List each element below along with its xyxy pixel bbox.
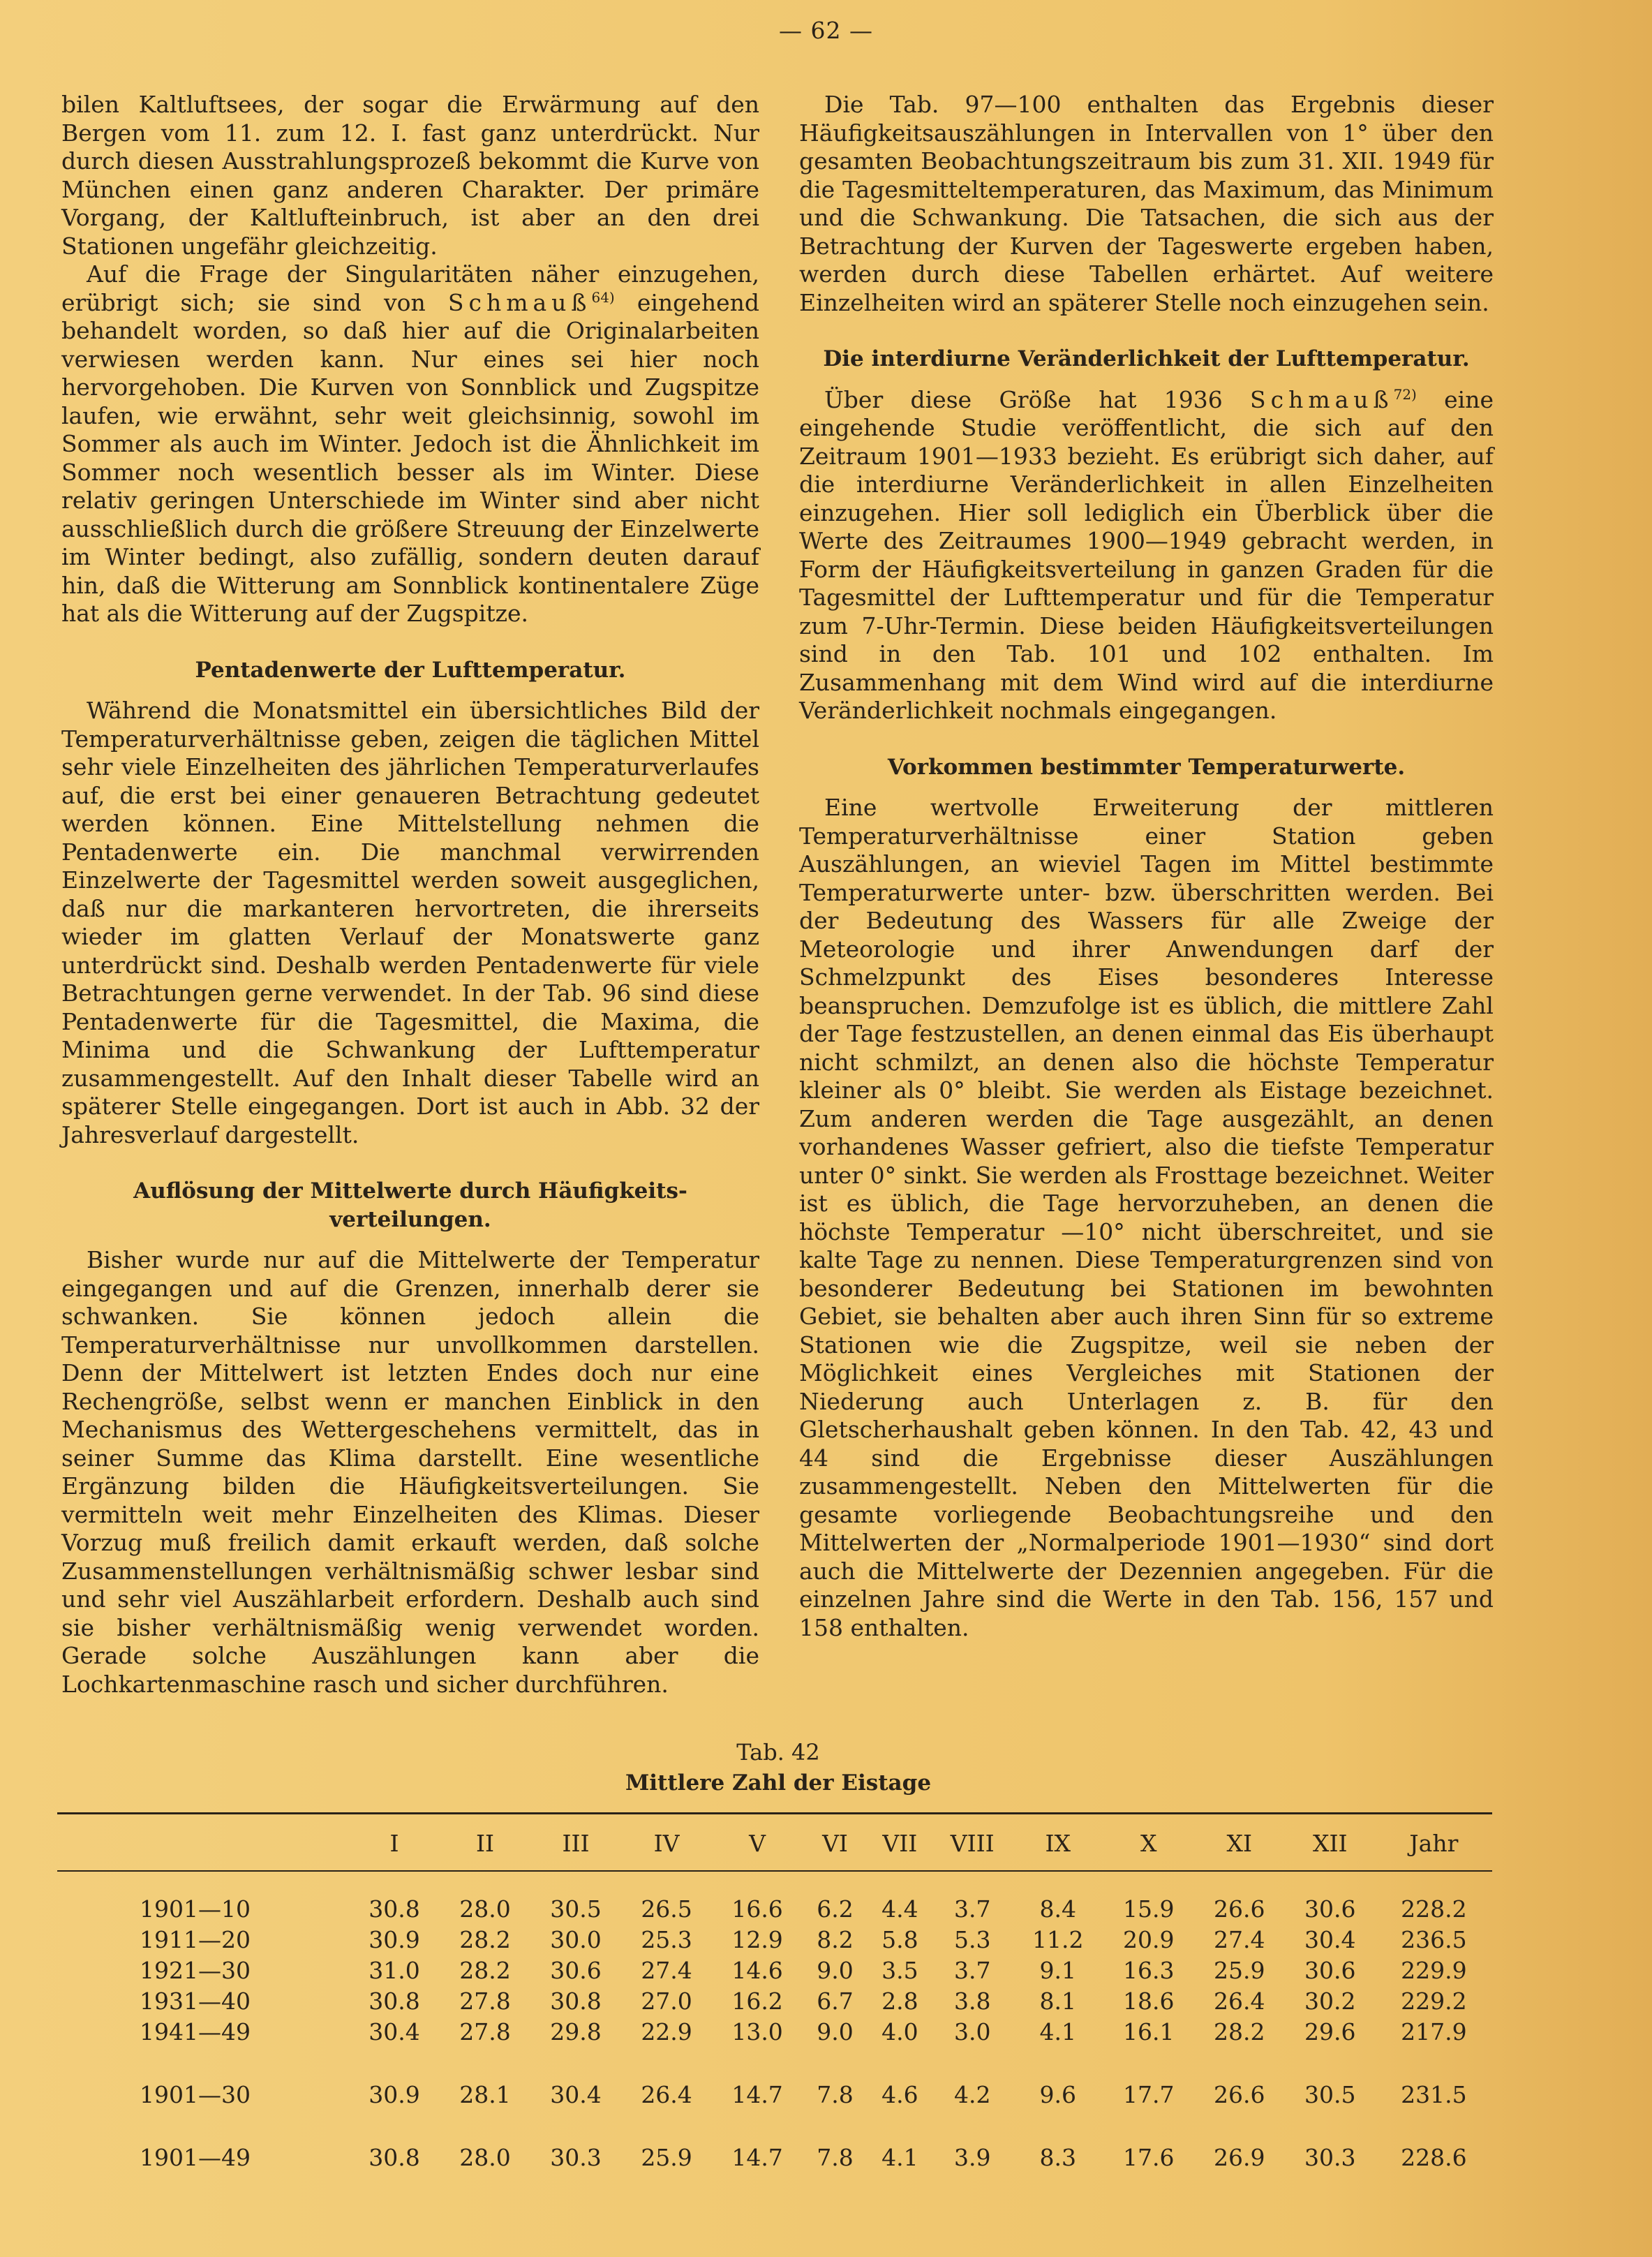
table-header-row [57, 1815, 1492, 1871]
value-cell: 30.8 [369, 1987, 420, 2015]
header-cell: II [475, 1829, 495, 1857]
author-name: Schmauß [447, 288, 592, 316]
value-cell: 14.6 [731, 1956, 783, 1984]
value-cell: 30.9 [369, 1925, 420, 1953]
section-heading-temperaturwerte: Vorkommen bestimmter Temperaturwerte. [887, 754, 1406, 780]
page-number: — 62 — [779, 17, 873, 44]
value-cell: 4.0 [881, 2018, 918, 2045]
value-cell: 4.6 [881, 2080, 918, 2108]
value-cell: 30.0 [550, 1925, 602, 1953]
text-run: eingehend behandelt worden, so daß hier auf die Originalarbeiten verwiesen werden kann. Nur eines sei hier noch hervorgehoben. Die Kurven von Sonnblick und Zugspitze laufen, wie erwähnt, sehr weit gleichsinnig, sowohl im Sommer als auch im Winter. Jedoch ist die Ähnlichkeit im Sommer noch wesentlich besser als im Winter. Diese relativ geringen Unterschiede im Winter sind aber nicht ausschließlich durch die größere Streuung der Einzelwerte im Winter bedingt, also zufällig, sondern deuten darauf hin, daß die Witterung am Sonnblick kontinentalere Züge hat als die Witterung auf der Zugspitze. [61, 288, 759, 627]
value-cell: 29.6 [1304, 2018, 1356, 2045]
text-run: eine eingehende Studie veröffentlicht, die sich auf den Zeitraum 1901—1933 bezieht. Es erübrigt sich daher, auf die interdiurne Veränderlichkeit in allen Einzelheiten einzugehen. Hier soll lediglich ein Überblick über die Werte des Zeitraumes 1900—1949 gebracht werden, in Form der Häufigkeitsverteilung in ganzen Graden für die Tagesmittel der Lufttemperatur und für die Temperatur zum 7-Uhr-Termin. Diese beiden Häufigkeitsverteilungen sind in den Tab. 101 und 102 enthalten. Im Zusammenhang mit dem Wind wird auf die interdiurne Veränderlichkeit nochmals eingegangen. [799, 385, 1494, 724]
value-cell: 5.8 [881, 1925, 918, 1953]
right-column [799, 91, 1494, 1642]
value-cell: 17.6 [1123, 2143, 1175, 2171]
footnote-ref: 64) [591, 288, 615, 306]
value-cell: 4.1 [881, 2143, 918, 2171]
value-cell: 30.8 [369, 2143, 420, 2171]
value-cell: 30.4 [1304, 1925, 1356, 1953]
table-row [57, 1924, 1492, 1955]
value-cell: 7.8 [817, 2080, 854, 2108]
value-cell: 16.6 [731, 1895, 783, 1923]
value-cell: 14.7 [731, 2143, 783, 2171]
table-top-rule [57, 1812, 1492, 1814]
value-cell: 28.0 [459, 2143, 511, 2171]
table-title: Mittlere Zahl der Eistage [625, 1770, 932, 1796]
value-cell: 26.6 [1214, 1895, 1265, 1923]
value-cell: 30.6 [550, 1956, 602, 1984]
header-cell: V [749, 1829, 766, 1857]
value-cell: 22.9 [641, 2018, 692, 2045]
table-spacer [57, 2110, 1492, 2142]
value-cell: 30.5 [550, 1895, 602, 1923]
value-cell: 6.2 [817, 1895, 854, 1923]
author-name: Schmauß [1250, 385, 1394, 413]
value-cell: 8.4 [1039, 1895, 1076, 1923]
value-cell: 27.4 [1214, 1925, 1265, 1953]
value-cell: 27.8 [459, 2018, 511, 2045]
value-cell: 29.8 [550, 2018, 602, 2045]
value-cell: 30.2 [1304, 1987, 1356, 2015]
table-spacer [57, 2047, 1492, 2079]
header-cell: VI [822, 1829, 848, 1857]
value-cell: 30.3 [550, 2143, 602, 2171]
value-cell: 7.8 [817, 2143, 854, 2171]
value-cell: 8.3 [1039, 2143, 1076, 2171]
header-cell: X [1140, 1829, 1157, 1857]
right-paragraph-2 [799, 386, 1494, 725]
header-cell: III [562, 1829, 590, 1857]
value-cell: 4.2 [954, 2080, 991, 2108]
value-cell: 30.5 [1304, 2080, 1356, 2108]
value-cell: 9.1 [1039, 1956, 1076, 1984]
value-cell: 3.5 [881, 1956, 918, 1984]
value-cell: 20.9 [1123, 1925, 1175, 1953]
value-cell: 9.0 [817, 2018, 854, 2045]
value-cell: 8.2 [817, 1925, 854, 1953]
header-cell: I [389, 1829, 399, 1857]
table-row [57, 1955, 1492, 1985]
left-paragraph-1: bilen Kaltluftsees, der sogar die Erwärmung auf den Bergen vom 11. zum 12. I. fast ganz unterdrückt. Nur durch diesen Ausstrahlungsprozeß bekommt die Kurve von München einen ganz anderen Charakter. Der primäre Vorgang, der Kaltlufteinbruch, ist aber an den drei Stationen ungefähr gleichzeitig. [61, 91, 759, 260]
right-paragraph-1: Die Tab. 97—100 enthalten das Ergebnis dieser Häufigkeitsauszählungen in Intervallen von 1° über den gesamten Beobachtungszeitraum bis zum 31. XII. 1949 für die Tagesmitteltemperaturen, das Maximum, das Minimum und die Schwankung. Die Tatsachen, die sich aus der Betrachtung der Kurven der Tageswerte ergeben haben, werden durch diese Tabellen erhärtet. Auf weitere Einzelheiten wird an späterer Stelle noch einzugehen sein. [799, 91, 1494, 316]
header-period [57, 1815, 349, 1871]
value-cell: 4.1 [1039, 2018, 1076, 2045]
text-run: Über diese Größe hat 1936 [824, 385, 1250, 413]
value-cell: 30.3 [1304, 2143, 1356, 2171]
value-cell: 8.1 [1039, 1987, 1076, 2015]
value-cell: 26.5 [641, 1895, 692, 1923]
value-cell: 3.7 [954, 1956, 991, 1984]
value-cell: 3.9 [954, 2143, 991, 2171]
value-cell: 11.2 [1032, 1925, 1084, 1953]
footnote-ref: 72) [1393, 385, 1417, 403]
value-cell: 229.2 [1401, 1987, 1467, 2015]
period-cell: 1931—40 [140, 1987, 251, 2015]
value-cell: 30.8 [369, 1895, 420, 1923]
value-cell: 9.0 [817, 1956, 854, 1984]
value-cell: 229.9 [1401, 1956, 1467, 1984]
value-cell: 5.3 [954, 1925, 991, 1953]
value-cell: 18.6 [1123, 1987, 1175, 2015]
table-row [57, 2079, 1492, 2110]
value-cell: 3.8 [954, 1987, 991, 2015]
value-cell: 25.9 [1214, 1956, 1265, 1984]
value-cell: 16.3 [1123, 1956, 1175, 1984]
value-cell: 27.4 [641, 1956, 692, 1984]
header-cell: XII [1312, 1829, 1348, 1857]
value-cell: 228.6 [1401, 2143, 1467, 2171]
value-cell: 30.6 [1304, 1956, 1356, 1984]
left-paragraph-2 [61, 260, 759, 628]
table-row [57, 2016, 1492, 2047]
value-cell: 28.2 [1214, 2018, 1265, 2045]
value-cell: 236.5 [1401, 1925, 1467, 1953]
value-cell: 217.9 [1401, 2018, 1467, 2045]
value-cell: 31.0 [369, 1956, 420, 1984]
value-cell: 3.7 [954, 1895, 991, 1923]
value-cell: 3.0 [954, 2018, 991, 2045]
value-cell: 25.3 [641, 1925, 692, 1953]
value-cell: 228.2 [1401, 1895, 1467, 1923]
heading-line: verteilungen. [329, 1206, 491, 1232]
value-cell: 25.9 [641, 2143, 692, 2171]
value-cell: 12.9 [731, 1925, 783, 1953]
text-run: Auf die Frage der Singularitäten näher einzugehen, erübrigt sich; sie sind von [61, 260, 759, 316]
period-cell: 1901—49 [140, 2143, 251, 2171]
header-cell: Jahr [1409, 1829, 1459, 1857]
section-heading-pentaden: Pentadenwerte der Lufttemperatur. [195, 657, 626, 683]
value-cell: 27.8 [459, 1987, 511, 2015]
value-cell: 30.6 [1304, 1895, 1356, 1923]
header-cell: IV [653, 1829, 680, 1857]
header-cell: XI [1226, 1829, 1253, 1857]
value-cell: 14.7 [731, 2080, 783, 2108]
value-cell: 26.6 [1214, 2080, 1265, 2108]
value-cell: 30.4 [369, 2018, 420, 2045]
right-paragraph-3: Eine wertvolle Erweiterung der mittleren Temperaturverhältnisse einer Station geben Auszählungen, an wieviel Tagen im Mittel bestimmte Temperaturwerte unter- bzw. überschritten werden. Bei der Bedeutung des Wassers für alle Zweige der Meteorologie und ihrer Anwendungen darf der Schmelzpunkt des Eises besonderes Interesse beanspruchen. Demzufolge ist es üblich, die mittlere Zahl der Tage festzustellen, an denen einmal das Eis überhaupt nicht schmilzt, an denen also die höchste Temperatur kleiner als 0° bleibt. Sie werden als Eistage bezeichnet. Zum anderen werden die Tage ausgezählt, an denen vorhandenes Wasser gefriert, also die tiefste Temperatur unter 0° sinkt. Sie werden als Frosttage bezeichnet. Weiter ist es üblich, die Tage hervorzuheben, an denen die höchste Temperatur —10° nicht überschreitet, und sie kalte Tage zu nennen. Diese Temperaturgrenzen sind von besonderer Bedeutung bei Stationen im bewohnten Gebiet, sie behalten aber auch ihren Sinn für so extreme Stationen wie die Zugspitze, weil sie neben der Möglichkeit eines Vergleiches mit Stationen der Niederung auch Unterlagen z. B. für den Gletscherhaushalt geben können. In den Tab. 42, 43 und 44 sind die Ergebnisse dieser Auszählungen zusammengestellt. Neben den Mittelwerten für die gesamte vorliegende Beobachtungsreihe und den Mittelwerten der „Normalperiode 1901—1930“ sind dort auch die Mittelwerte der Dezennien angegeben. Für die einzelnen Jahre sind die Werte in den Tab. 156, 157 und 158 enthalten. [799, 794, 1494, 1641]
period-cell: 1941—49 [140, 2018, 251, 2045]
value-cell: 9.6 [1039, 2080, 1076, 2108]
value-cell: 26.9 [1214, 2143, 1265, 2171]
value-cell: 6.7 [817, 1987, 854, 2015]
value-cell: 26.4 [1214, 1987, 1265, 2015]
section-heading-haeufigkeit [61, 1177, 759, 1234]
header-cell: VII [882, 1829, 918, 1857]
value-cell: 16.1 [1123, 2018, 1175, 2045]
value-cell: 28.2 [459, 1925, 511, 1953]
value-cell: 28.0 [459, 1895, 511, 1923]
eistage-table [57, 1815, 1492, 2173]
table-row [57, 1985, 1492, 2016]
left-paragraph-3: Während die Monatsmittel ein übersichtliches Bild der Temperaturverhältnisse geben, zeigen die täglichen Mittel sehr viele Einzelheiten des jährlichen Temperaturverlaufes auf, die erst bei einer genaueren Betrachtung gedeutet werden können. Eine Mittelstellung nehmen die Pentadenwerte ein. Die manchmal verwirrenden Einzelwerte der Tagesmittel werden soweit ausgeglichen, daß nur die markanteren hervortreten, die ihrerseits wieder im glatten Verlauf der Monatswerte ganz unterdrückt sind. Deshalb werden Pentadenwerte für viele Betrachtungen gerne verwendet. In der Tab. 96 sind diese Pentadenwerte für die Tagesmittel, die Maxima, die Minima und die Schwankung der Lufttemperatur zusammengestellt. Auf den Inhalt dieser Tabelle wird an späterer Stelle eingegangen. Dort ist auch in Abb. 32 der Jahresverlauf dargestellt. [61, 697, 759, 1148]
value-cell: 28.1 [459, 2080, 511, 2108]
header-cell: IX [1045, 1829, 1071, 1857]
left-paragraph-4: Bisher wurde nur auf die Mittelwerte der Temperatur eingegangen und auf die Grenzen, innerhalb derer sie schwanken. Sie können jedoch allein die Temperaturverhältnisse nur unvollkommen darstellen. Denn der Mittelwert ist letzten Endes doch nur eine Rechengröße, selbst wenn er manchen Einblick in den Mechanismus des Wettergeschehens vermittelt, das in seiner Summe das Klima darstellt. Eine wesentliche Ergänzung bilden die Häufigkeitsverteilungen. Sie vermitteln weit mehr Einzelheiten des Klimas. Dieser Vorzug muß freilich damit erkauft werden, daß solche Zusammenstellungen verhältnismäßig schwer lesbar sind und sehr viel Auszählarbeit erfordern. Deshalb auch sind sie bisher verhältnismäßig wenig verwendet worden. Gerade solche Auszählungen kann aber die Lochkartenmaschine rasch und sicher durchführen. [61, 1246, 759, 1698]
period-cell: 1921—30 [140, 1956, 251, 1984]
value-cell: 17.7 [1123, 2080, 1175, 2108]
table-row [57, 1871, 1492, 1924]
left-column [61, 91, 759, 1699]
heading-line: Auflösung der Mittelwerte durch Häufigkeits- [133, 1178, 687, 1204]
header-cell: VIII [950, 1829, 995, 1857]
value-cell: 30.9 [369, 2080, 420, 2108]
table-row [57, 2142, 1492, 2173]
value-cell: 231.5 [1401, 2080, 1467, 2108]
value-cell: 28.2 [459, 1956, 511, 1984]
value-cell: 4.4 [881, 1895, 918, 1923]
period-cell: 1901—30 [140, 2080, 251, 2108]
table-label: Tab. 42 [736, 1739, 820, 1766]
table-caption [0, 1737, 1556, 1798]
value-cell: 26.4 [641, 2080, 692, 2108]
period-cell: 1901—10 [140, 1895, 251, 1923]
value-cell: 15.9 [1123, 1895, 1175, 1923]
value-cell: 16.2 [731, 1987, 783, 2015]
value-cell: 30.4 [550, 2080, 602, 2108]
value-cell: 13.0 [731, 2018, 783, 2045]
period-cell: 1911—20 [140, 1925, 251, 1953]
value-cell: 30.8 [550, 1987, 602, 2015]
section-heading-interdiurn: Die interdiurne Veränderlichkeit der Lufttemperatur. [823, 346, 1470, 371]
value-cell: 27.0 [641, 1987, 692, 2015]
value-cell: 2.8 [881, 1987, 918, 2015]
